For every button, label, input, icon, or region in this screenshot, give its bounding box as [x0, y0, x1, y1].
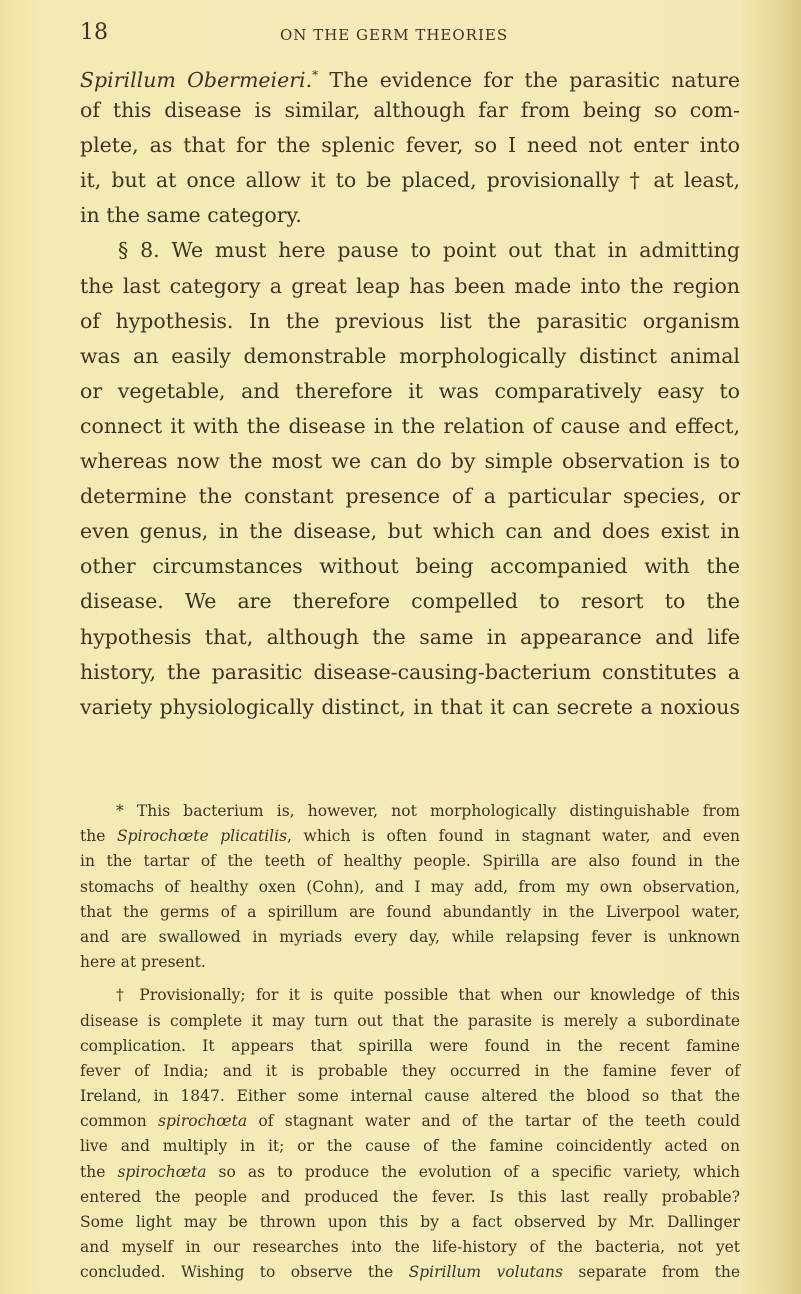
text-line: [80, 950, 740, 975]
text-line: [80, 655, 740, 690]
running-title: ON THE GERM THEORIES: [280, 26, 509, 44]
text-line: [80, 690, 740, 725]
body-text: [80, 58, 740, 725]
text-line: [80, 1210, 740, 1235]
text-segment: even genus, in the disease, but which can and does exist in: [80, 519, 740, 544]
running-head: [80, 20, 740, 50]
text-line: [80, 1134, 740, 1159]
text-line: [80, 444, 740, 479]
text-line: [80, 198, 740, 233]
text-segment: hypothesis that, although the same in appearance and life: [80, 624, 740, 649]
text-line: [80, 983, 740, 1008]
text-segment: and are swallowed in myriads every day, while relapsing fever is unknown: [80, 927, 740, 946]
text-segment: in the tartar of the teeth of healthy people. Spirilla are also found in the: [80, 852, 740, 871]
text-segment: the: [80, 827, 117, 846]
text-line: [80, 799, 740, 824]
text-line: [80, 900, 740, 925]
text-line: [80, 339, 740, 374]
text-line: [80, 233, 740, 268]
page-number: 18: [80, 20, 108, 45]
text-segment: Some light may be thrown upon this by a fact observed by Mr. Dallinger: [80, 1213, 740, 1231]
text-segment: was an easily demonstrable morphologically distinct animal: [80, 343, 740, 368]
italic-term: spirochœta: [117, 1162, 207, 1181]
text-segment: the last category a great leap has been made into the region: [80, 273, 740, 298]
text-line: [80, 304, 740, 339]
text-line: [80, 1084, 740, 1109]
text-segment: here at present.: [80, 953, 206, 972]
text-line: [80, 409, 740, 444]
text-segment: history, the parasitic disease-causing-bacterium constitutes a: [80, 659, 740, 684]
text-segment: Ireland, in 1847. Either some internal cause altered the blood so that the: [80, 1087, 740, 1106]
text-line: [80, 269, 740, 304]
text-segment: of this disease is similar, although far from being so com-: [80, 98, 740, 123]
italic-term: Spirochœte plicatilis: [116, 827, 288, 846]
text-segment: determine the constant presence of a particular species, or: [80, 484, 740, 509]
text-line: [80, 1235, 740, 1260]
text-segment: other circumstances without being accompanied with the: [80, 554, 740, 579]
text-line: [80, 93, 740, 128]
text-line: [80, 1160, 740, 1185]
text-line: [80, 925, 740, 950]
text-line: [80, 849, 740, 874]
text-segment: plete, as that for the splenic fever, so I need not enter into: [80, 133, 740, 158]
text-line: [80, 1260, 740, 1285]
text-segment: stomachs of healthy oxen (Cohn), and I may add, from my own observation,: [80, 877, 740, 896]
text-segment: whereas now the most we can do by simple observation is to: [80, 449, 740, 474]
footnotes: [80, 799, 740, 1294]
italic-term: Spirillum volutans: [408, 1263, 563, 1282]
text-line: [80, 1034, 740, 1059]
text-line: [80, 514, 740, 549]
footnote: [80, 799, 740, 975]
text-line: [80, 549, 740, 584]
text-line: [80, 374, 740, 409]
italic-term: spirochœta: [158, 1112, 248, 1131]
text-line: [80, 479, 740, 514]
text-line: [80, 128, 740, 163]
text-segment: disease. We are therefore compelled to resort to the: [80, 589, 740, 614]
text-line: [80, 875, 740, 900]
text-segment: * This bacterium is, however, not morphologically distinguishable from: [116, 802, 740, 820]
text-segment: or vegetable, and therefore it was comparatively easy to: [80, 378, 740, 403]
text-line: [80, 824, 740, 849]
text-segment: it, but at once allow it to be placed, provisionally † at least,: [80, 168, 740, 193]
text-segment: entered the people and produced the fever. Is this last really probable?: [80, 1187, 740, 1206]
text-line: [80, 1109, 740, 1134]
text-segment: † Provisionally; for it is quite possible that when our knowledge of this: [116, 986, 740, 1005]
text-segment: variety physiologically distinct, in that it can secrete a noxious: [80, 694, 740, 719]
text-line: [80, 584, 740, 619]
text-segment: fever of India; and it is probable they occurred in the famine fever of: [80, 1061, 740, 1080]
text-segment: concluded. Wishing to observe the: [80, 1263, 409, 1282]
text-segment: connect it with the disease in the relation of cause and effect,: [80, 413, 740, 438]
text-segment: that the germs of a spirillum are found abundantly in the Liverpool water,: [80, 902, 740, 921]
text-segment: so as to produce the evolution of a specific variety, which: [206, 1162, 741, 1181]
text-segment: , which is often found in stagnant water, and even: [287, 827, 740, 846]
footnote: [80, 983, 740, 1285]
text-segment: § 8. We must here pause to point out that in admitting: [118, 238, 740, 263]
text-segment: of hypothesis. In the previous list the parasitic organism: [80, 308, 740, 333]
text-line: [80, 1185, 740, 1210]
text-segment: The evidence for the parasitic nature: [318, 67, 741, 92]
footnote-marker: *: [312, 68, 319, 82]
italic-term: Spirillum Obermeieri.: [80, 67, 313, 92]
text-line: [80, 1059, 740, 1084]
text-segment: separate from the: [562, 1263, 741, 1282]
text-segment: complication. It appears that spirilla were found in the recent famine: [80, 1036, 740, 1055]
text-segment: the: [80, 1162, 118, 1181]
text-line: [80, 58, 740, 93]
text-segment: common: [80, 1112, 159, 1131]
text-line: [80, 163, 740, 198]
text-segment: disease is complete it may turn out that the parasite is merely a subordinate: [80, 1011, 740, 1030]
text-line: [80, 620, 740, 655]
text-segment: live and multiply in it; or the cause of the famine coincidently acted on: [80, 1137, 740, 1156]
text-segment: of stagnant water and of the tartar of the teeth could: [247, 1112, 740, 1131]
text-segment: in the same category.: [80, 203, 302, 228]
text-segment: and myself in our researches into the life-history of the bacteria, not yet: [80, 1238, 740, 1257]
text-line: [80, 1009, 740, 1034]
